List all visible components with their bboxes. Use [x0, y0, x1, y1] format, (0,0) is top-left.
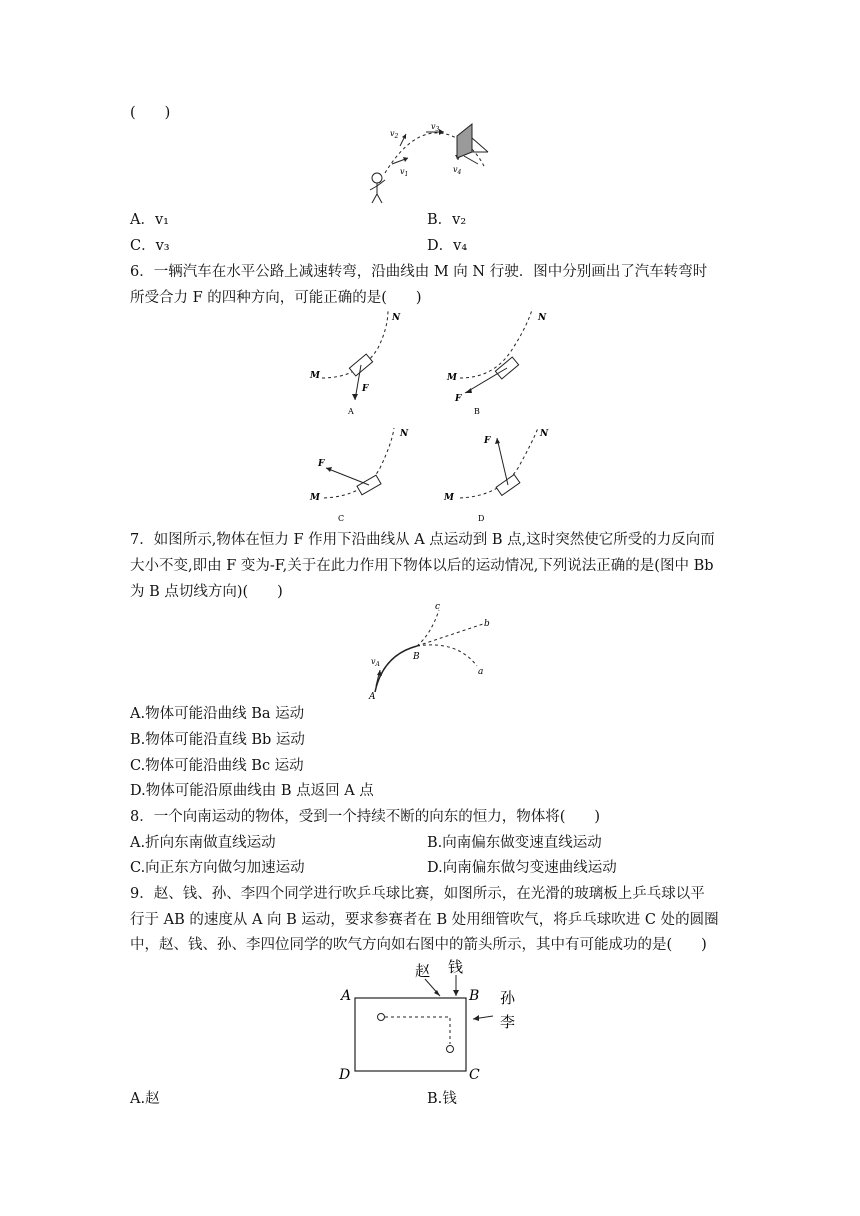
label-zhao: 赵 [415, 962, 431, 980]
svg-text:C: C [338, 514, 345, 523]
q7-option-a: A.物体可能沿曲线 Ba 运动 [130, 706, 305, 722]
q6-figure-car-turning [300, 308, 570, 528]
q5-option-a: A．v₁ [130, 212, 169, 228]
v2-label: $v_2$ [390, 129, 399, 140]
svg-text:F: F [318, 459, 325, 469]
q7-stem-line1: 7．如图所示,物体在恒力 F 作用下沿曲线从 A 点运动到 B 点,这时突然使它所受的力反向而 [130, 532, 715, 548]
svg-text:N: N [400, 429, 409, 439]
v3-label: $v_3$ [431, 122, 440, 133]
q9-option-a: A.赵 [130, 1091, 160, 1107]
svg-text:B: B [469, 988, 480, 1004]
q7-option-d: D.物体可能沿原曲线由 B 点返回 A 点 [130, 783, 374, 799]
q5-option-b: B．v₂ [427, 212, 467, 228]
q8-stem: 8．一个向南运动的物体，受到一个持续不断的向东的恒力，物体将( ) [130, 809, 601, 825]
q6-panel-a [309, 310, 401, 416]
q6-panel-c [309, 428, 409, 523]
q8-option-b: B.向南偏东做变速直线运动 [427, 835, 602, 851]
q8-option-d: D.向南偏东做匀变速曲线运动 [427, 860, 617, 876]
svg-text:F: F [455, 394, 462, 404]
q5-option-d: D．v₄ [427, 238, 468, 254]
v1-label: $v_1$ [400, 167, 409, 178]
svg-text:B: B [474, 407, 480, 416]
label-li: 李 [500, 1013, 516, 1031]
person-head [372, 173, 382, 183]
svg-text:M: M [447, 373, 457, 383]
q9-stem-line1: 9．赵、钱、孙、李四个同学进行吹乒乓球比赛，如图所示，在光滑的玻璃板上乒乓球以平 [130, 886, 705, 902]
ball-start [378, 1014, 385, 1021]
q6-stem-line2: 所受合力 F 的四种方向，可能正确的是( ) [130, 290, 422, 306]
svg-text:B: B [413, 652, 420, 662]
q7-stem-line2: 大小不变,即由 F 变为-F,关于在此力作用下物体以后的运动情况,下列说法正确的是(图中 Bb [130, 558, 714, 574]
svg-text:M: M [310, 493, 320, 503]
svg-text:D: D [339, 1067, 351, 1083]
svg-text:a: a [478, 667, 484, 677]
q5-figure-ball-trajectory [360, 118, 510, 204]
target-circle [447, 1046, 454, 1053]
svg-text:F: F [362, 384, 369, 394]
label-sun: 孙 [500, 989, 516, 1007]
v4-label: $v_4$ [453, 165, 462, 176]
q9-option-b: B.钱 [427, 1091, 457, 1107]
svg-text:b: b [484, 619, 490, 629]
svg-text:A: A [348, 407, 354, 416]
svg-text:M: M [444, 493, 454, 503]
svg-text:vA: $v_A$ [371, 657, 380, 668]
svg-text:N: N [540, 429, 549, 439]
q7-option-c: C.物体可能沿曲线 Bc 运动 [130, 758, 304, 774]
q5-answer-paren: ( ) [130, 105, 171, 121]
svg-text:C: C [469, 1067, 480, 1083]
basket-board [457, 124, 472, 158]
q9-figure-glass-board [335, 955, 535, 1083]
q7-stem-line3: 为 B 点切线方向)( ) [130, 584, 283, 600]
label-qian: 钱 [448, 958, 464, 976]
q6-panel-b [446, 310, 547, 416]
svg-text:F: F [484, 436, 491, 446]
svg-text:N: N [392, 313, 401, 323]
q5-option-c: C．v₃ [130, 238, 170, 254]
svg-text:A: A [369, 692, 376, 700]
q9-stem-line2: 行于 AB 的速度从 A 向 B 运动，要求参赛者在 B 处用细管吹气，将乒乓球吹进 C 处的圆圈 [130, 912, 719, 928]
svg-text:A: A [341, 988, 352, 1004]
q6-panel-d [443, 428, 549, 523]
q9-stem-line3: 中，赵、钱、孙、李四位同学的吹气方向如右图中的箭头所示，其中有可能成功的是( ) [130, 937, 707, 953]
glass-board [355, 998, 466, 1071]
curve-AB [375, 646, 417, 692]
q7-option-b: B.物体可能沿直线 Bb 运动 [130, 732, 305, 748]
curve-Bc [417, 610, 439, 646]
svg-text:D: D [478, 514, 485, 523]
svg-text:c: c [435, 602, 441, 612]
svg-text:M: M [310, 371, 320, 381]
q8-option-c: C.向正东方向做匀加速运动 [130, 860, 305, 876]
q8-option-a: A.折向东南做直线运动 [130, 835, 276, 851]
curve-Ba [417, 645, 477, 666]
svg-text:N: N [538, 313, 547, 323]
q6-stem-line1: 6．一辆汽车在水平公路上减速转弯，沿曲线由 M 向 N 行驶．图中分别画出了汽车转弯时 [130, 264, 708, 280]
q7-figure-curve [365, 600, 505, 700]
